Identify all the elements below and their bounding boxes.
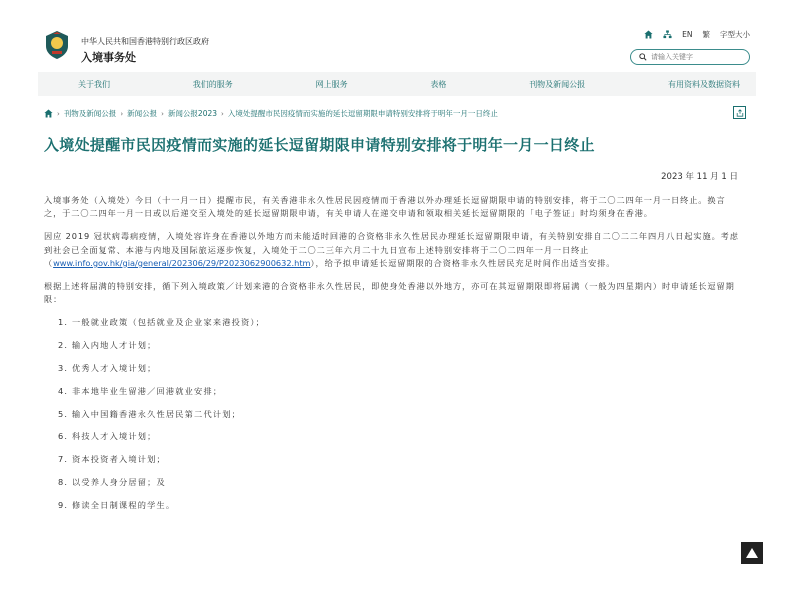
chevron-right-icon: › bbox=[161, 109, 164, 118]
list-item: 8. 以受养人身分居留；及 bbox=[58, 477, 166, 487]
nav-forms[interactable]: 表格 bbox=[430, 79, 447, 89]
sitemap-link[interactable] bbox=[663, 30, 672, 39]
list-item: 5. 输入中国籍香港永久性居民第二代计划； bbox=[58, 408, 241, 419]
chevron-right-icon: › bbox=[120, 109, 124, 118]
search-input[interactable] bbox=[651, 53, 741, 61]
lang-tc-link[interactable]: 繁 bbox=[702, 30, 710, 39]
home-link[interactable] bbox=[644, 30, 653, 39]
list-item: 6. 科技人才入境计划； bbox=[58, 431, 157, 442]
page-title: 入境处提醒市民因疫情而实施的延长逗留期限申请特别安排将于明年一月一日终止 bbox=[44, 136, 595, 154]
breadcrumb-item-press-2023[interactable]: 新闻公报2023 bbox=[167, 109, 218, 118]
font-size-link[interactable]: 字型大小 bbox=[720, 30, 750, 39]
article-body bbox=[44, 194, 742, 522]
paragraph-3: 根据上述将届满的特别安排，循下列入境政策／计划来港的合资格非永久性居民，即使身处香港以外地方，亦可在其逗留期限即将届满（一般为四星期内）时申请延长逗留期限： bbox=[44, 281, 735, 305]
home-icon[interactable] bbox=[44, 109, 53, 118]
home-icon bbox=[644, 30, 653, 39]
breadcrumb-item-press-releases[interactable]: 新闻公报 bbox=[127, 109, 158, 118]
nav-our-services[interactable]: 我们的服务 bbox=[192, 79, 233, 89]
breadcrumb-item-current: 入境处提醒市民因疫情而实施的延长逗留期限申请特别安排将于明年一月一日终止 bbox=[227, 109, 498, 118]
org-name-line1: 中华人民共和国香港特别行政区政府 bbox=[81, 37, 209, 46]
search-box bbox=[630, 49, 750, 65]
list-item: 1. 一般就业政策（包括就业及企业家来港投资）； bbox=[58, 317, 266, 328]
breadcrumb bbox=[44, 108, 498, 119]
org-name-line2: 入境事务处 bbox=[81, 51, 136, 64]
paragraph-2 bbox=[44, 230, 742, 270]
list-item: 3. 优秀人才入境计划； bbox=[58, 363, 157, 374]
top-links bbox=[644, 29, 750, 40]
list-item: 7. 资本投资者入境计划； bbox=[58, 454, 166, 465]
publish-date: 2023 年 11 月 1 日 bbox=[661, 172, 738, 182]
arrow-up-icon bbox=[746, 548, 758, 558]
nav-publications-press[interactable]: 刊物及新闻公报 bbox=[529, 79, 586, 89]
site-header bbox=[38, 22, 756, 72]
sitemap-icon bbox=[663, 30, 672, 39]
list-item: 2. 输入内地人才计划； bbox=[58, 340, 157, 351]
paragraph-2-text-a: 因应 2019 冠状病毒病疫情，入境处容许身在香港以外地方而未能适时回港的合资格非永久性居民办理延长逗留期限申请，有关特别安排自二〇二二年四月八日起实施。考虑到社会已全面复常、本港与内地及国际旅运逐步恢复，入境处于二〇二三年六月二十九日宣布上述特别安排将于二〇二四年一月一日终止（ bbox=[44, 231, 739, 268]
share-button[interactable] bbox=[733, 106, 746, 119]
nav-online-services[interactable]: 网上服务 bbox=[315, 79, 348, 89]
list-item: 4. 非本地毕业生留港／回港就业安排； bbox=[58, 385, 223, 396]
nav-about-us[interactable]: 关于我们 bbox=[78, 79, 110, 89]
eligible-schemes-list bbox=[44, 316, 742, 521]
hkimmd-emblem-icon[interactable] bbox=[44, 30, 70, 60]
gia-press-link[interactable]: www.info.gov.hk/gia/general/202306/29/P2023062900632.htm bbox=[53, 257, 311, 268]
search-icon[interactable] bbox=[639, 53, 647, 61]
chevron-right-icon: › bbox=[221, 109, 224, 118]
chevron-right-icon: › bbox=[57, 109, 60, 118]
lang-en-link[interactable]: EN bbox=[682, 30, 693, 39]
paragraph-1: 入境事务处（入境处）今日（十一月一日）提醒市民，有关香港非永久性居民因疫情而于香港以外办理延长逗留期限申请的特别安排，将于二〇二四年一月一日终止。换言之，于二〇二四年一月一日或以后递交至入境处的延长逗留期限申请，有关申请人在递交申请和领取相关延长逗留期限的「电子签证」时均须身在香港。 bbox=[44, 195, 726, 219]
page bbox=[38, 22, 756, 582]
main-nav bbox=[38, 72, 756, 96]
list-item: 9. 修读全日制课程的学生。 bbox=[58, 499, 176, 510]
nav-useful-info[interactable]: 有用资料及数据资料 bbox=[667, 79, 740, 89]
back-to-top-button[interactable] bbox=[741, 542, 763, 564]
breadcrumb-item-publications[interactable]: 刊物及新闻公报 bbox=[63, 109, 117, 118]
paragraph-2-text-b: ），给予拟申请延长逗留期限的合资格非永久性居民充足时间作出适当安排。 bbox=[310, 257, 616, 268]
share-icon bbox=[736, 109, 744, 117]
